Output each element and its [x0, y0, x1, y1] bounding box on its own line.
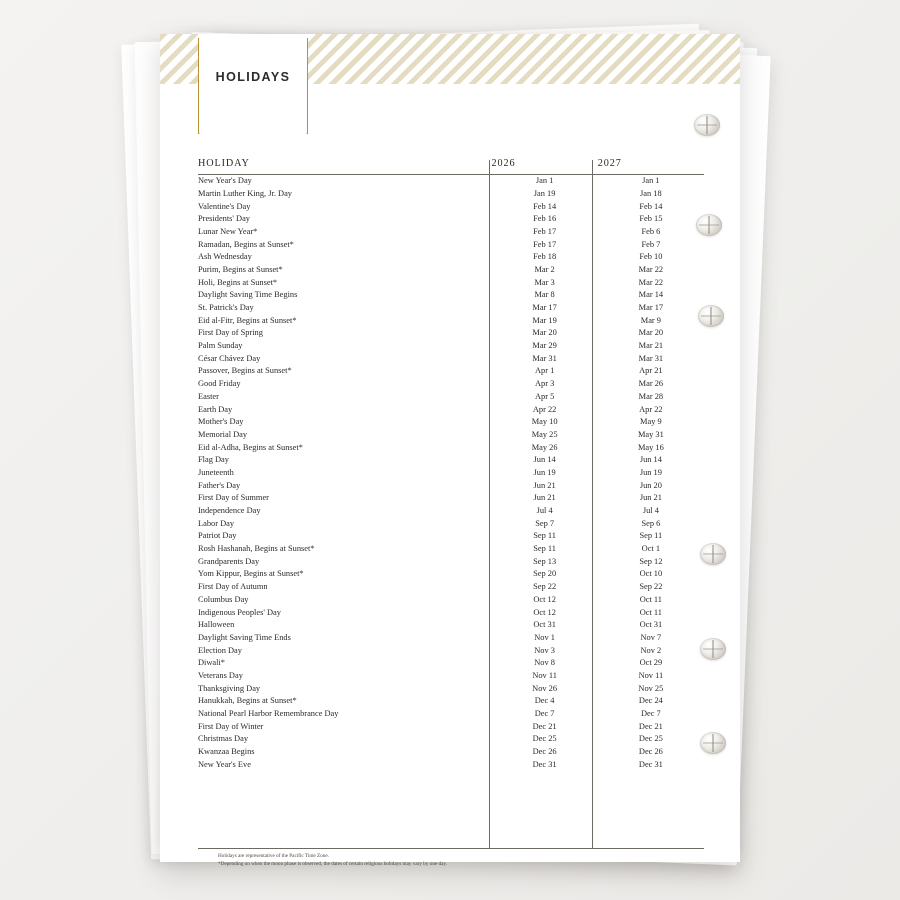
holidays-table	[198, 158, 704, 771]
holiday-date-2027: Feb 7	[641, 239, 661, 249]
holiday-date-2026: Mar 19	[532, 315, 557, 325]
holiday-name: First Day of Autumn	[198, 582, 268, 592]
holiday-name: New Year's Eve	[198, 759, 251, 769]
holiday-date-2027: Nov 2	[640, 645, 662, 655]
holiday-date-2027: Oct 1	[641, 544, 661, 554]
table-row	[198, 695, 704, 708]
holiday-date-2027: Mar 20	[638, 328, 664, 338]
holiday-date-2026: Dec 7	[534, 709, 555, 719]
binder-ring-icon	[694, 114, 720, 136]
holiday-date-2026: Sep 20	[533, 569, 557, 579]
holiday-date-2026: Nov 11	[532, 670, 557, 680]
column-header-2027: 2027	[597, 158, 622, 169]
holiday-name: Christmas Day	[198, 734, 249, 744]
holiday-name: Indigenous Peoples' Day	[198, 607, 281, 617]
holiday-date-2027: Nov 25	[638, 683, 664, 693]
holiday-date-2026: Mar 3	[534, 277, 555, 287]
holiday-date-2026: Jan 19	[533, 188, 556, 198]
holiday-date-2026: Nov 26	[532, 683, 558, 693]
holiday-date-2026: Nov 1	[534, 632, 555, 642]
holiday-date-2027: Feb 10	[639, 252, 663, 262]
holiday-date-2027: Mar 21	[638, 341, 664, 351]
holiday-name: Juneteenth	[198, 467, 234, 477]
holiday-date-2027: Dec 7	[640, 709, 661, 719]
holidays-page	[160, 34, 740, 868]
holiday-name: National Pearl Harbor Remembrance Day	[198, 709, 339, 719]
holiday-name: Patriot Day	[198, 531, 237, 541]
table-row	[198, 518, 704, 531]
binder-ring-icon	[700, 732, 726, 754]
holiday-date-2027: Sep 6	[641, 518, 661, 528]
holiday-date-2026: Dec 26	[532, 747, 557, 757]
holiday-date-2026: Jun 19	[533, 467, 556, 477]
holiday-name: Election Day	[198, 645, 242, 655]
holiday-name: Lunar New Year*	[198, 226, 258, 236]
column-divider	[489, 160, 490, 848]
holiday-date-2027: May 9	[640, 417, 662, 427]
table-row	[198, 188, 704, 201]
holiday-date-2027: Mar 31	[638, 353, 664, 363]
holiday-date-2027: Mar 17	[638, 303, 664, 313]
footnote-moon-phase: *Depending on when the moon phase is observed, the dates of certain religious holidays may vary by one day.	[218, 861, 448, 868]
holiday-date-2027: Feb 6	[641, 226, 661, 236]
table-row	[198, 492, 704, 505]
table-row	[198, 568, 704, 581]
table-row	[198, 619, 704, 632]
table-row	[198, 416, 704, 429]
table-row	[198, 175, 704, 188]
holiday-date-2027: Oct 11	[639, 594, 662, 604]
table-body	[198, 175, 704, 772]
holiday-name: Daylight Saving Time Ends	[198, 632, 291, 642]
holiday-date-2027: Mar 14	[638, 290, 664, 300]
holiday-name: New Year's Day	[198, 176, 252, 186]
holiday-date-2027: Feb 14	[639, 201, 663, 211]
holiday-date-2026: Mar 20	[532, 328, 557, 338]
holiday-date-2026: Oct 12	[533, 594, 556, 604]
holiday-date-2026: Nov 3	[534, 645, 555, 655]
holiday-date-2027: May 16	[637, 442, 664, 452]
table-row	[198, 594, 704, 607]
holiday-name: Veterans Day	[198, 670, 243, 680]
holiday-date-2026: May 10	[531, 417, 558, 427]
table-header	[198, 158, 704, 175]
binder-ring-icon	[698, 305, 724, 327]
holiday-date-2026: Jun 21	[533, 493, 556, 503]
holiday-name: First Day of Spring	[198, 328, 263, 338]
holiday-date-2027: Sep 22	[639, 582, 663, 592]
holiday-date-2026: Dec 25	[532, 734, 557, 744]
holiday-name: Thanksgiving Day	[198, 683, 261, 693]
table-row	[198, 264, 704, 277]
holiday-date-2027: Mar 28	[638, 391, 664, 401]
holiday-date-2027: Apr 21	[639, 366, 663, 376]
holiday-name: Palm Sunday	[198, 341, 243, 351]
table-row	[198, 226, 704, 239]
holiday-date-2026: Oct 12	[533, 607, 556, 617]
holiday-date-2027: Dec 21	[638, 721, 663, 731]
holiday-date-2027: Mar 22	[638, 264, 664, 274]
table-row	[198, 543, 704, 556]
binder-ring-icon	[696, 214, 722, 236]
table-row	[198, 632, 704, 645]
table-row	[198, 277, 704, 290]
table-row	[198, 644, 704, 657]
column-header-2026: 2026	[491, 158, 516, 169]
holiday-date-2026: Mar 31	[532, 353, 557, 363]
holiday-name: Yom Kippur, Begins at Sunset*	[198, 569, 304, 579]
holiday-date-2027: Jan 18	[640, 188, 662, 198]
holiday-name: Earth Day	[198, 404, 233, 414]
holiday-date-2026: Dec 4	[534, 696, 555, 706]
holiday-date-2026: Feb 17	[533, 226, 557, 236]
holiday-date-2026: Jul 4	[536, 506, 553, 516]
table-row	[198, 378, 704, 391]
table-row	[198, 746, 704, 759]
table-row	[198, 759, 704, 772]
holiday-name: Grandparents Day	[198, 556, 260, 566]
table-row	[198, 556, 704, 569]
holiday-date-2027: Mar 22	[638, 277, 664, 287]
holiday-name: Ash Wednesday	[198, 252, 252, 262]
holiday-date-2026: Apr 3	[534, 379, 555, 389]
table-row	[198, 391, 704, 404]
page-title: HOLIDAYS	[215, 70, 291, 84]
holiday-date-2027: May 31	[637, 429, 664, 439]
table-row	[198, 441, 704, 454]
holiday-date-2026: Mar 29	[532, 341, 557, 351]
holiday-date-2027: Nov 11	[638, 670, 664, 680]
holiday-date-2026: Oct 31	[533, 620, 556, 630]
holiday-name: Labor Day	[198, 518, 235, 528]
holiday-name: Mother's Day	[198, 417, 244, 427]
holiday-date-2027: Jun 14	[639, 455, 662, 465]
holiday-date-2027: Sep 12	[639, 556, 663, 566]
holiday-date-2026: Apr 1	[534, 366, 555, 376]
holiday-date-2027: Jun 19	[639, 467, 662, 477]
holiday-date-2026: Dec 31	[532, 759, 557, 769]
holiday-name: Diwali*	[198, 658, 225, 668]
holiday-date-2026: Apr 5	[534, 391, 555, 401]
footnote-timezone: Holidays are representative of the Pacific Time Zone.	[218, 853, 329, 859]
table-row	[198, 454, 704, 467]
table-row	[198, 302, 704, 315]
table-row	[198, 657, 704, 670]
holiday-date-2027: Jul 4	[642, 506, 659, 516]
holiday-date-2026: Sep 7	[535, 518, 555, 528]
holiday-date-2026: Sep 11	[533, 531, 556, 541]
holiday-date-2026: Sep 11	[533, 544, 556, 554]
holiday-date-2026: Feb 17	[533, 239, 557, 249]
table-row	[198, 251, 704, 264]
holiday-date-2026: Sep 22	[533, 582, 557, 592]
holiday-date-2027: Oct 31	[639, 620, 663, 630]
holiday-name: Valentine's Day	[198, 201, 251, 211]
holiday-name: Halloween	[198, 620, 235, 630]
holiday-date-2027: Feb 15	[639, 214, 663, 224]
table-row	[198, 708, 704, 721]
table-row	[198, 530, 704, 543]
holiday-date-2026: Jun 21	[533, 480, 556, 490]
table-row	[198, 480, 704, 493]
holiday-name: Holi, Begins at Sunset*	[198, 277, 278, 287]
holiday-date-2026: Mar 17	[532, 303, 557, 313]
table-row	[198, 683, 704, 696]
holiday-name: Passover, Begins at Sunset*	[198, 366, 292, 376]
holiday-date-2026: Sep 13	[533, 556, 557, 566]
holidays-table-wrap	[198, 158, 704, 771]
table-row	[198, 340, 704, 353]
binder-ring-icon	[700, 543, 726, 565]
holiday-name: César Chávez Day	[198, 353, 261, 363]
holiday-date-2026: Jan 1	[535, 176, 554, 186]
table-bottom-rule	[198, 848, 704, 849]
holiday-date-2026: May 26	[531, 442, 558, 452]
holiday-name: Independence Day	[198, 506, 261, 516]
holiday-name: Columbus Day	[198, 594, 249, 604]
table-row	[198, 429, 704, 442]
holiday-date-2027: Jun 21	[639, 493, 662, 503]
table-row	[198, 581, 704, 594]
holiday-name: Flag Day	[198, 455, 229, 465]
holiday-name: First Day of Winter	[198, 721, 264, 731]
column-header-holiday: HOLIDAY	[198, 158, 250, 169]
table-row	[198, 505, 704, 518]
table-header-row	[198, 158, 704, 174]
holiday-date-2026: Mar 2	[534, 264, 555, 274]
footnotes	[218, 852, 688, 868]
holiday-date-2026: Nov 8	[534, 658, 555, 668]
holiday-date-2027: Jan 1	[642, 176, 660, 186]
holiday-name: Daylight Saving Time Begins	[198, 290, 298, 300]
holiday-name: Eid al-Adha, Begins at Sunset*	[198, 442, 303, 452]
holiday-date-2026: Feb 14	[533, 201, 557, 211]
table-row	[198, 315, 704, 328]
holiday-date-2027: Oct 11	[639, 607, 662, 617]
holiday-date-2026: Dec 21	[532, 721, 557, 731]
holiday-date-2027: Oct 29	[639, 658, 663, 668]
table-row	[198, 289, 704, 302]
table-row	[198, 238, 704, 251]
holiday-name: Kwanzaa Begins	[198, 747, 255, 757]
holiday-date-2027: Oct 10	[639, 569, 663, 579]
table-row	[198, 721, 704, 734]
table-row	[198, 213, 704, 226]
holiday-name: Good Friday	[198, 379, 241, 389]
holiday-date-2027: Mar 9	[640, 315, 661, 325]
holiday-date-2026: Jun 14	[533, 455, 556, 465]
holiday-name: Martin Luther King, Jr. Day	[198, 188, 292, 198]
holiday-name: Father's Day	[198, 480, 241, 490]
column-divider	[592, 160, 593, 848]
table-row	[198, 606, 704, 619]
holiday-name: Memorial Day	[198, 429, 248, 439]
binder-ring-icon	[700, 638, 726, 660]
holiday-date-2026: Feb 18	[533, 252, 557, 262]
table-row	[198, 733, 704, 746]
table-row	[198, 467, 704, 480]
holiday-name: Ramadan, Begins at Sunset*	[198, 239, 294, 249]
holiday-name: St. Patrick's Day	[198, 303, 254, 313]
holiday-date-2027: Dec 26	[638, 747, 663, 757]
holiday-date-2027: Dec 25	[638, 734, 663, 744]
holiday-name: Eid al-Fitr, Begins at Sunset*	[198, 315, 297, 325]
holiday-name: Rosh Hashanah, Begins at Sunset*	[198, 544, 315, 554]
holiday-date-2027: Nov 7	[640, 632, 662, 642]
holiday-name: Hanukkah, Begins at Sunset*	[198, 696, 297, 706]
holiday-date-2027: Jun 20	[639, 480, 662, 490]
table-row	[198, 403, 704, 416]
holiday-name: Presidents' Day	[198, 214, 250, 224]
holiday-date-2027: Dec 24	[638, 696, 663, 706]
holiday-date-2027: Sep 11	[639, 531, 663, 541]
holiday-date-2026: Apr 22	[532, 404, 557, 414]
table-row	[198, 670, 704, 683]
holiday-date-2027: Apr 22	[639, 404, 663, 414]
holiday-date-2026: May 25	[531, 429, 558, 439]
table-row	[198, 327, 704, 340]
table-row	[198, 353, 704, 366]
holiday-name: Purim, Begins at Sunset*	[198, 264, 283, 274]
ribbon-label-wrap	[198, 38, 308, 134]
holiday-date-2026: Feb 16	[533, 214, 557, 224]
table-row	[198, 200, 704, 213]
table-row	[198, 365, 704, 378]
holiday-date-2027: Mar 26	[638, 379, 664, 389]
holiday-name: First Day of Summer	[198, 493, 269, 503]
holiday-date-2026: Mar 8	[534, 290, 555, 300]
holiday-date-2027: Dec 31	[638, 759, 663, 769]
holiday-name: Easter	[198, 391, 219, 401]
